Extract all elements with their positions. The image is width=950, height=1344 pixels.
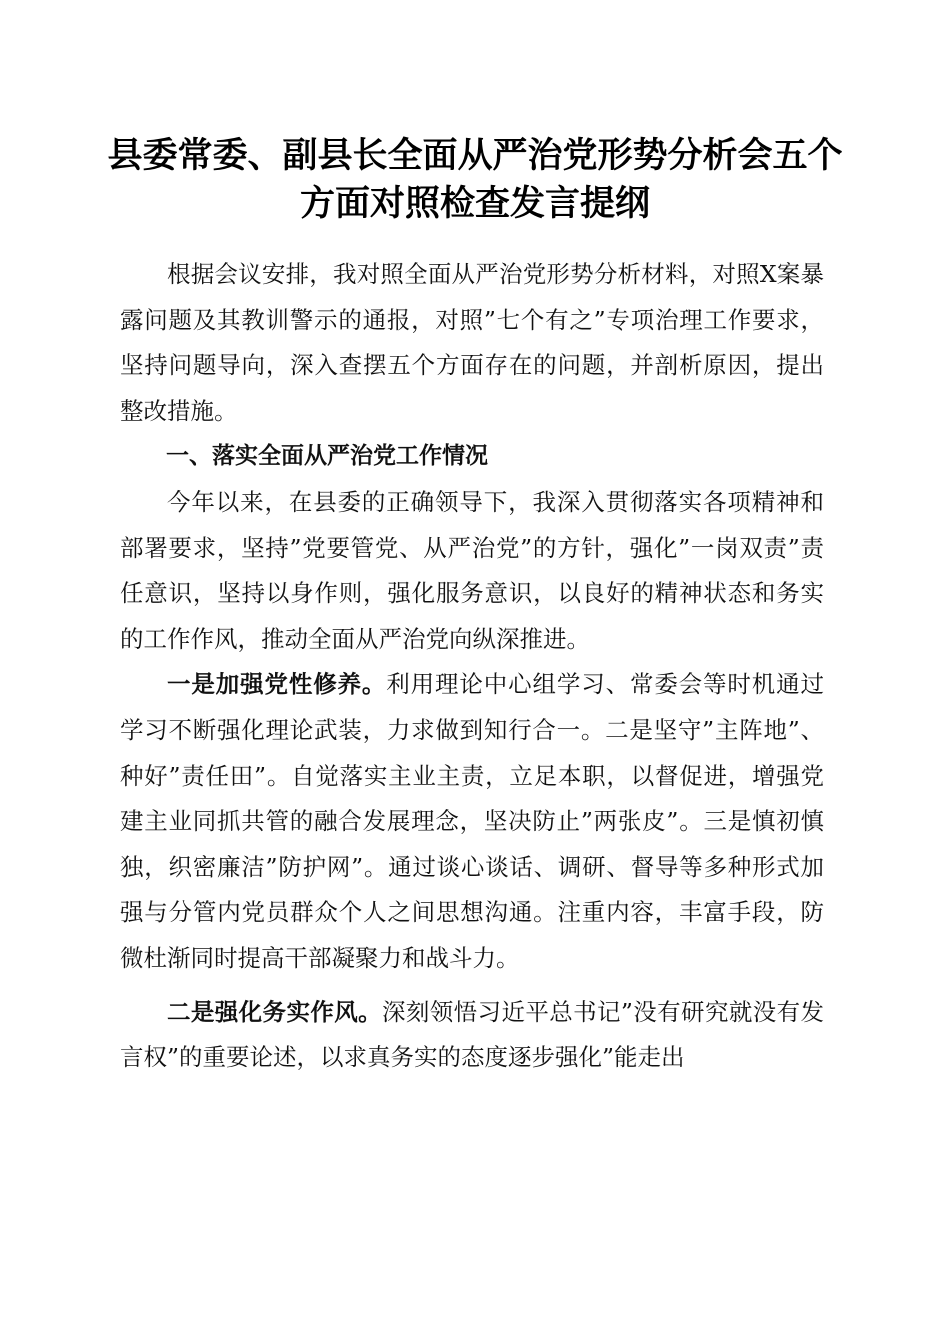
paragraph-body-text: 深刻领悟习近平总书记”没有研究就没有发言权”的重要论述，以求真务实的态度逐步强化”能走出 — [120, 997, 825, 1072]
document-body — [120, 252, 824, 1081]
paragraph-body-text: 利用理论中心组学习、常委会等时机通过学习不断强化理论武装，力求做到知行合一。二是坚守”主阵地”、种好”责任田”。自觉落实主业主责，立足本职，以督促进，增强党建主业同抓共管的融合发展理念，坚决防止”两张皮”。三是慎初慎独，织密廉洁”防护网”。通过谈心谈话、调研、督导等多种形式加强与分管内党员群众个人之间思想沟通。注重内容，丰富手段，防微杜渐同时提高干部凝聚力和战斗力。 — [120, 670, 825, 972]
paragraph-gap — [120, 982, 824, 990]
paragraph-lead-text: 一是加强党性修养。 — [167, 670, 387, 699]
document-title: 县委常委、副县长全面从严治党形势分析会五个方面对照检查发言提纲 — [107, 135, 843, 224]
section1-paragraph-1: 今年以来，在县委的正确领导下，我深入贯彻落实各项精神和部署要求，坚持”党要管党、从严治党”的方针，强化”一岗双责”责任意识，坚持以身作则，强化服务意识，以良好的精神状态和务实的工作作风，推动全面从严治党向纵深推进。 — [120, 487, 824, 653]
section1-paragraph-2 — [120, 662, 824, 981]
intro-paragraph: 根据会议安排，我对照全面从严治党形势分析材料，对照X案暴露问题及其教训警示的通报，对照”七个有之”专项治理工作要求，坚持问题导向，深入查摆五个方面存在的问题，并剖析原因，提出整改措施。 — [120, 260, 824, 425]
section-heading-1: 一、落实全面从严治党工作情况 — [166, 443, 488, 470]
section1-paragraph-3 — [120, 990, 824, 1081]
paragraph-lead-text: 二是强化务实作风。 — [167, 997, 382, 1026]
